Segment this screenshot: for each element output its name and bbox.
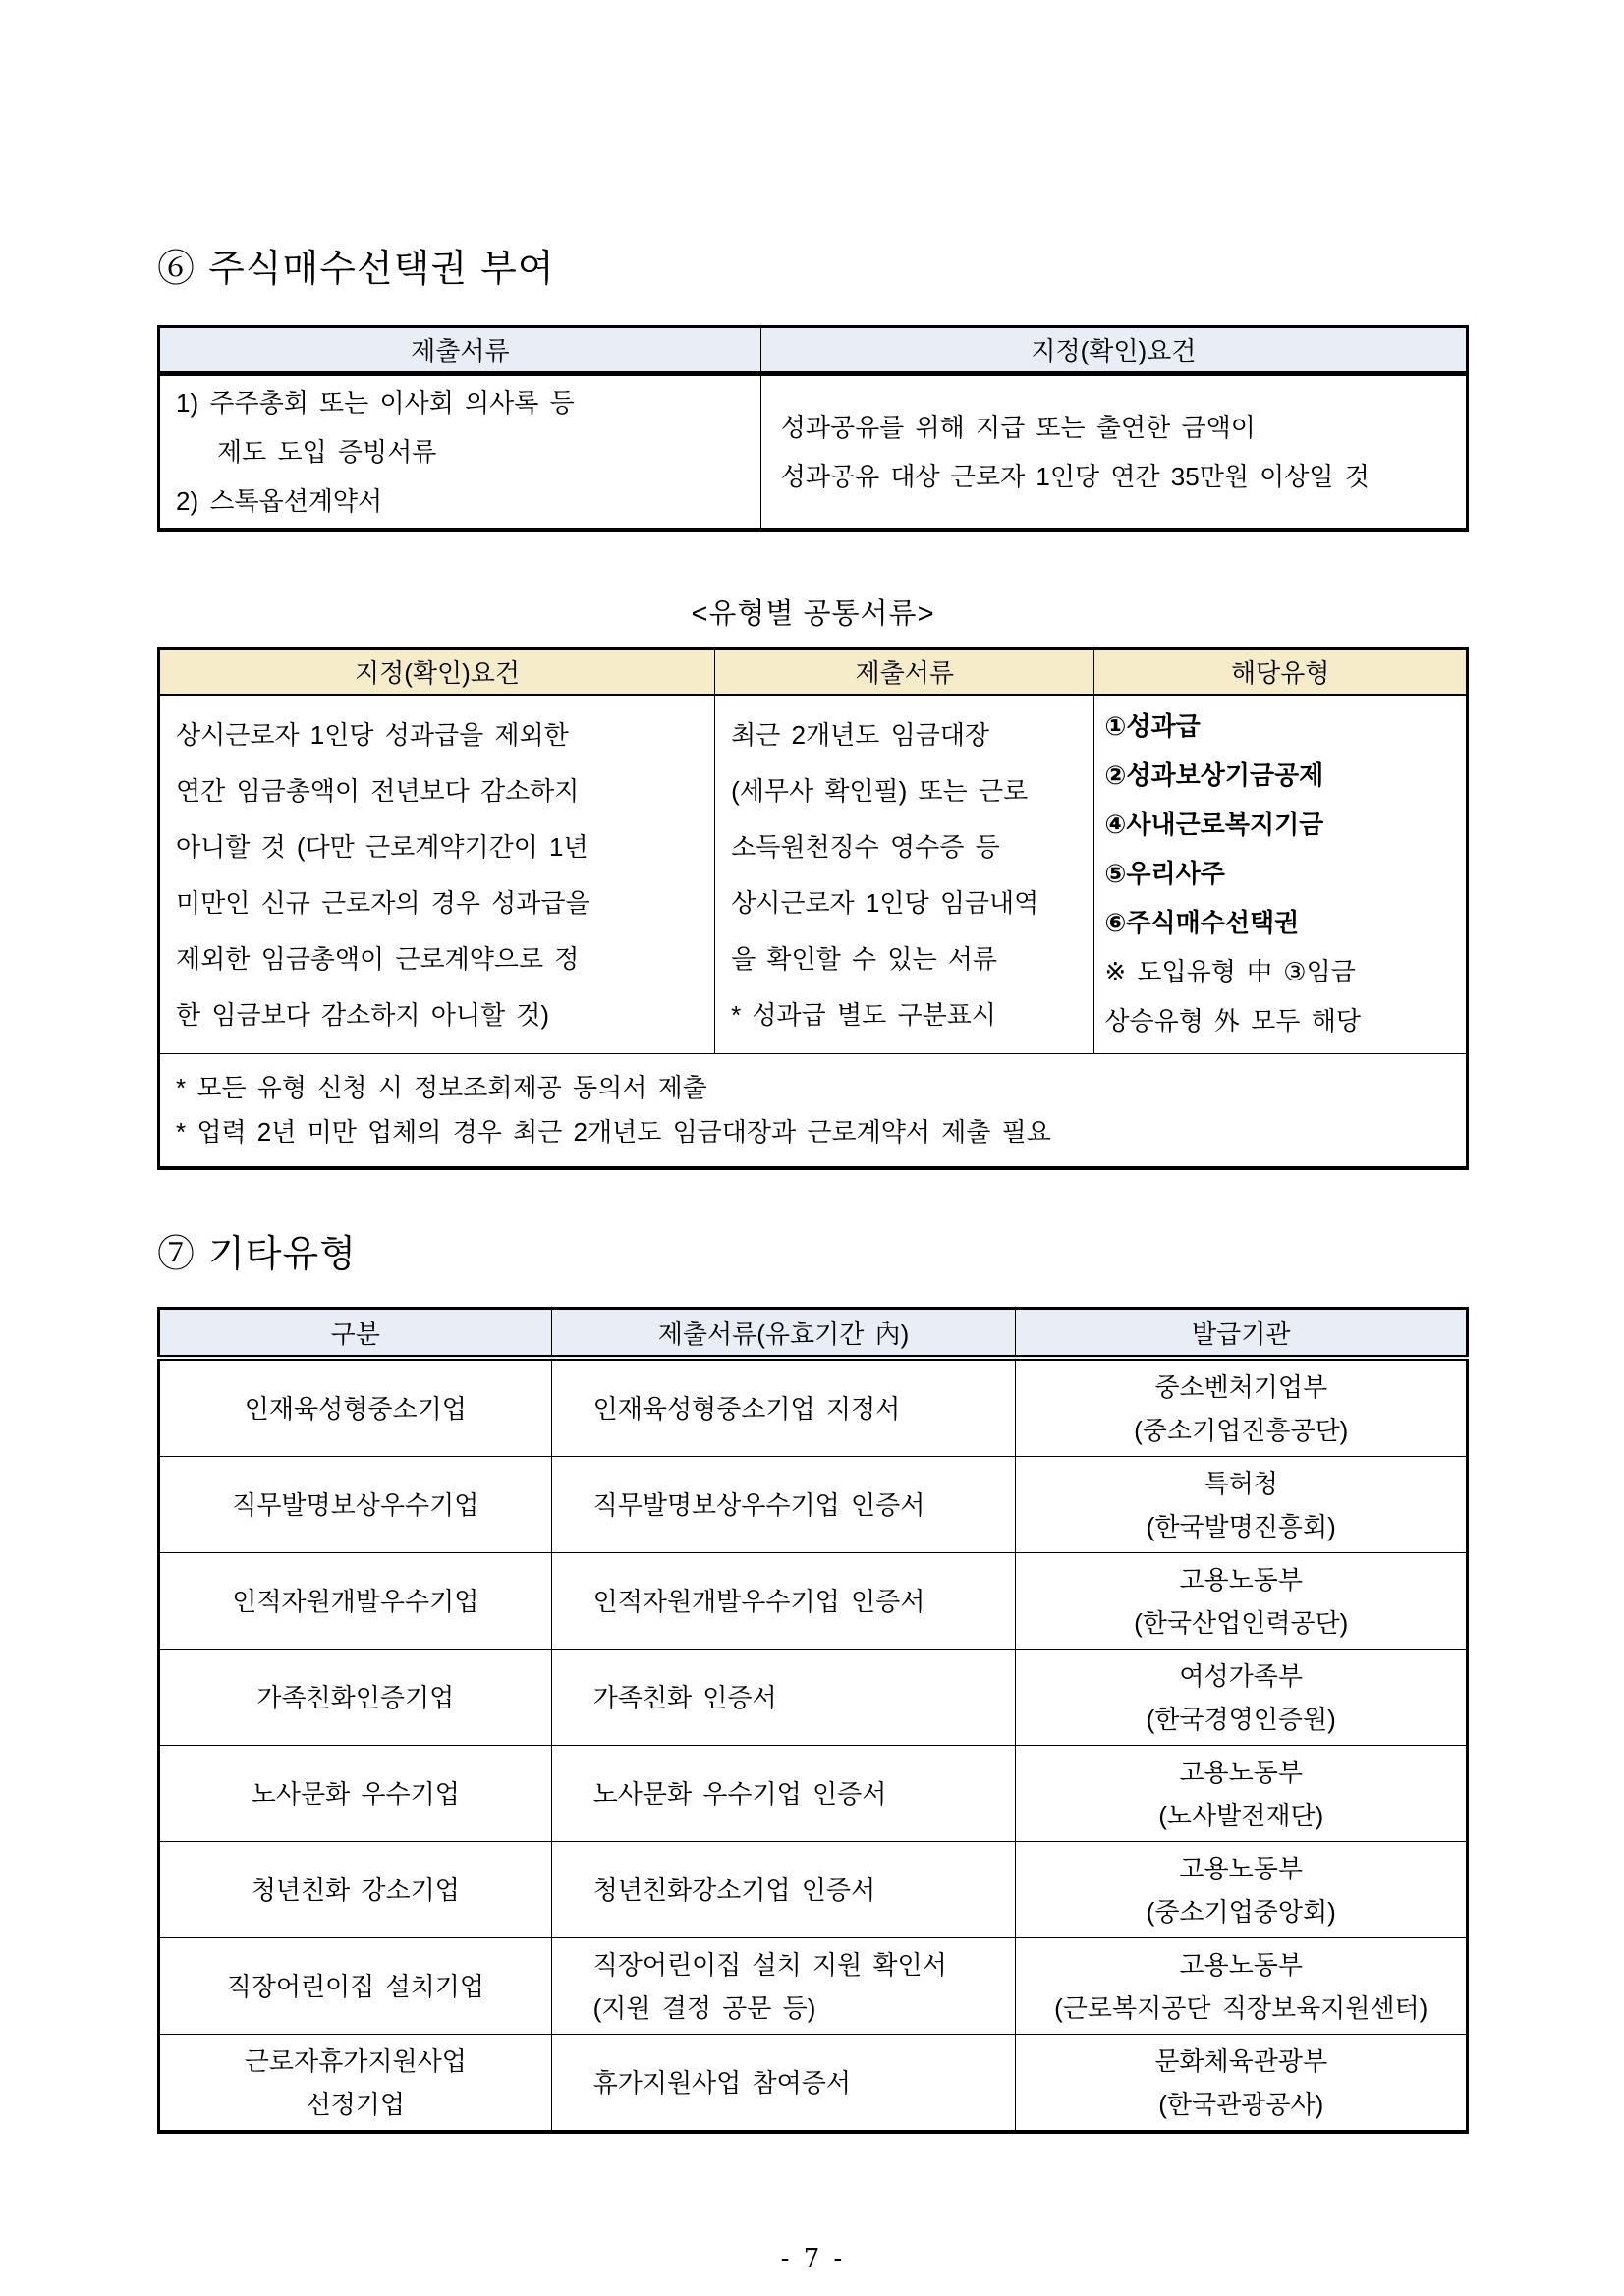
category-cell: 근로자휴가지원사업 선정기업 (159, 2035, 552, 2133)
column-header-docs: 제출서류(유효기간 內) (551, 1309, 1016, 1359)
table-row (159, 1457, 1468, 1553)
page-number: - 7 - (780, 2244, 846, 2273)
column-header-category: 구분 (159, 1309, 552, 1359)
requirement-line: 상시근로자 1인당 성과급을 제외한 (176, 719, 569, 750)
requirement-line: 한 임금보다 감소하지 아니할 것) (176, 999, 550, 1030)
table-row (159, 695, 1468, 1054)
footnote-row (159, 1053, 1468, 1168)
requirement-line: 미만인 신규 근로자의 경우 성과급을 (176, 887, 590, 918)
requirement-line: 제외한 임금총액이 근로계약으로 정 (176, 943, 580, 974)
table-row (159, 1553, 1468, 1650)
column-header-docs: 제출서류 (159, 326, 761, 373)
doc-line: * 성과급 별도 구분표시 (731, 999, 996, 1030)
docs-cell: 가족친화 인증서 (551, 1650, 1016, 1746)
issuer-cell: 고용노동부 (한국산업인력공단) (1016, 1553, 1468, 1650)
docs-cell (159, 373, 761, 530)
docs-cell: 직장어린이집 설치 지원 확인서 (지원 결정 공문 등) (551, 1938, 1016, 2035)
footnote-line: * 업력 2년 미만 업체의 경우 최근 2개년도 임금대장과 근로계약서 제출 필요 (176, 1116, 1051, 1147)
docs-cell: 청년친화강소기업 인증서 (551, 1842, 1016, 1938)
column-header-docs: 제출서류 (715, 648, 1094, 695)
docs-cell: 노사문화 우수기업 인증서 (551, 1746, 1016, 1842)
table-row (159, 1358, 1468, 1457)
issuer-cell: 문화체육관광부 (한국관광공사) (1016, 2035, 1468, 2133)
issuer-cell: 중소벤처기업부 (중소기업진흥공단) (1016, 1358, 1468, 1457)
stock-option-table (157, 325, 1469, 532)
column-header-types: 해당유형 (1094, 648, 1468, 695)
requirement-line: 연간 임금총액이 전년보다 감소하지 (176, 775, 580, 806)
docs-cell: 직무발명보상우수기업 인증서 (551, 1457, 1016, 1553)
issuer-cell: 고용노동부 (중소기업중앙회) (1016, 1842, 1468, 1938)
requirement-cell (159, 695, 715, 1054)
table-row (159, 373, 1468, 530)
common-docs-title: <유형별 공통서류> (691, 597, 935, 630)
column-header-issuer: 발급기관 (1016, 1309, 1468, 1359)
table-row (159, 1938, 1468, 2035)
applicable-types-cell (1094, 695, 1468, 1054)
doc-line: 최근 2개년도 임금대장 (731, 719, 990, 750)
footnote-cell (159, 1053, 1468, 1168)
category-cell: 노사문화 우수기업 (159, 1746, 552, 1842)
type-item: ④사내근로복지기금 (1104, 809, 1324, 839)
doc-line: 2) 스톡옵션계약서 (176, 485, 383, 516)
category-cell: 인적자원개발우수기업 (159, 1553, 552, 1650)
requirement-line: 아니할 것 (다만 근로계약기간이 1년 (176, 831, 588, 862)
doc-line: 소득원천징수 영수증 등 (731, 831, 1000, 862)
docs-cell: 휴가지원사업 참여증서 (551, 2035, 1016, 2133)
table-row (159, 1842, 1468, 1938)
type-item: ①성과급 (1104, 710, 1201, 741)
table-header-row (159, 1309, 1468, 1359)
table-row (159, 2035, 1468, 2133)
category-cell: 청년친화 강소기업 (159, 1842, 552, 1938)
column-header-req: 지정(확인)요건 (159, 648, 715, 695)
table-header-row (159, 648, 1468, 695)
type-note-line: 상승유형 外 모두 해당 (1104, 1005, 1361, 1036)
type-item: ⑤우리사주 (1104, 858, 1225, 888)
type-item: ⑥주식매수선택권 (1104, 907, 1300, 937)
type-note-line: ※ 도입유형 中 ③임금 (1104, 956, 1356, 986)
issuer-cell: 여성가족부 (한국경영인증원) (1016, 1650, 1468, 1746)
docs-cell (715, 695, 1094, 1054)
category-cell: 직무발명보상우수기업 (159, 1457, 552, 1553)
doc-line: 1) 주주총회 또는 이사회 의사록 등 (176, 387, 575, 418)
footnote-line: * 모든 유형 신청 시 정보조회제공 동의서 제출 (176, 1072, 707, 1102)
table-header-row (159, 326, 1468, 373)
doc-line: 제도 도입 증빙서류 (217, 436, 437, 467)
issuer-cell: 고용노동부 (근로복지공단 직장보육지원센터) (1016, 1938, 1468, 2035)
other-types-table (157, 1307, 1469, 2134)
section7-title: ⑦ 기타유형 (157, 1231, 357, 1275)
common-docs-table (157, 647, 1469, 1170)
requirement-cell (760, 373, 1467, 530)
table-row (159, 1746, 1468, 1842)
category-cell: 가족친화인증기업 (159, 1650, 552, 1746)
column-header-req: 지정(확인)요건 (760, 326, 1467, 373)
section6-title: ⑥ 주식매수선택권 부여 (157, 247, 555, 290)
docs-cell: 인적자원개발우수기업 인증서 (551, 1553, 1016, 1650)
doc-line: (세무사 확인필) 또는 근로 (731, 775, 1029, 806)
category-cell: 인재육성형중소기업 (159, 1358, 552, 1457)
doc-line: 상시근로자 1인당 임금내역 (731, 887, 1039, 918)
requirement-line: 성과공유를 위해 지급 또는 출연한 금액이 (780, 412, 1256, 442)
category-cell: 직장어린이집 설치기업 (159, 1938, 552, 2035)
docs-cell: 인재육성형중소기업 지정서 (551, 1358, 1016, 1457)
type-item: ②성과보상기금공제 (1104, 759, 1324, 790)
doc-line: 을 확인할 수 있는 서류 (731, 943, 998, 974)
issuer-cell: 고용노동부 (노사발전재단) (1016, 1746, 1468, 1842)
issuer-cell: 특허청 (한국발명진흥회) (1016, 1457, 1468, 1553)
table-row (159, 1650, 1468, 1746)
requirement-line: 성과공유 대상 근로자 1인당 연간 35만원 이상일 것 (780, 461, 1370, 491)
